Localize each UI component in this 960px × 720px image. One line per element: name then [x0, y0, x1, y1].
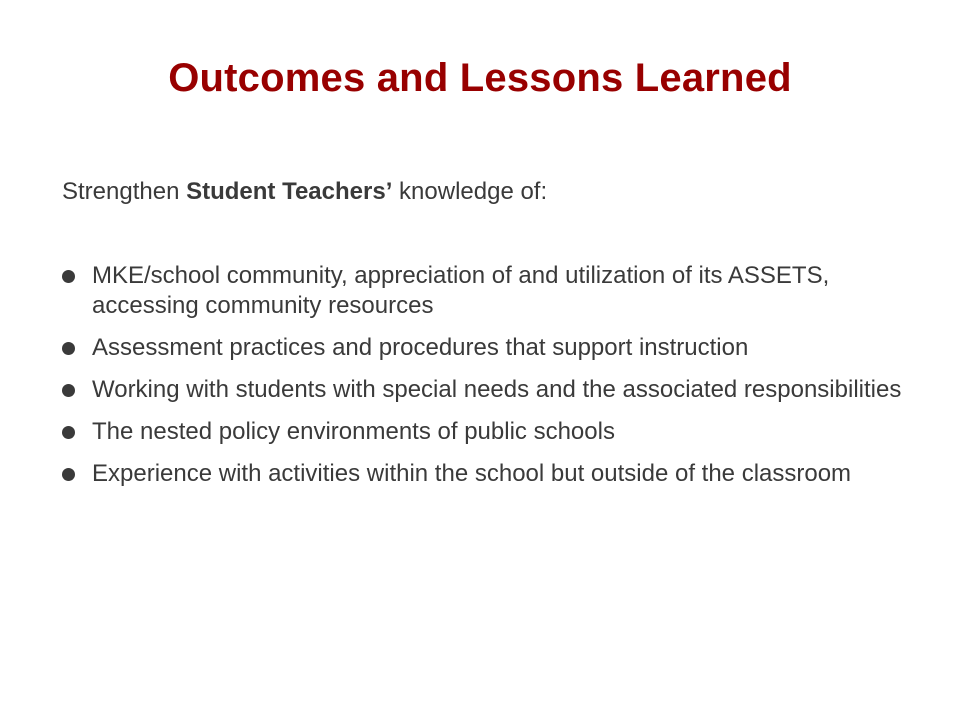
intro-prefix: Strengthen: [62, 178, 187, 205]
bullet-text: Working with students with special needs and the associated responsibilities: [92, 376, 902, 403]
bullet-text: MKE/school community, appreciation of and utilization of its ASSETS, accessing community resources: [92, 262, 830, 319]
intro-emphasis: Student Teachers’: [186, 178, 393, 205]
bullet-dot-icon: [62, 426, 75, 439]
bullet-item: [62, 261, 912, 321]
bullet-dot-icon: [62, 384, 75, 397]
bullet-text: The nested policy environments of public schools: [92, 418, 615, 445]
bullet-dot-icon: [62, 342, 75, 355]
bullet-text: Assessment practices and procedures that support instruction: [92, 334, 749, 361]
bullet-dot-icon: [62, 468, 75, 481]
bullet-item: [62, 333, 912, 363]
intro-suffix: knowledge of:: [392, 178, 548, 205]
bullet-dot-icon: [62, 270, 75, 283]
bullet-text: Experience with activities within the school but outside of the classroom: [92, 460, 852, 487]
bullet-item: [62, 375, 912, 405]
bullet-item: [62, 417, 912, 447]
bullet-list: [62, 261, 912, 501]
bullet-item: [62, 459, 912, 489]
intro-line: [62, 175, 547, 209]
slide-title: Outcomes and Lessons Learned: [168, 56, 792, 100]
